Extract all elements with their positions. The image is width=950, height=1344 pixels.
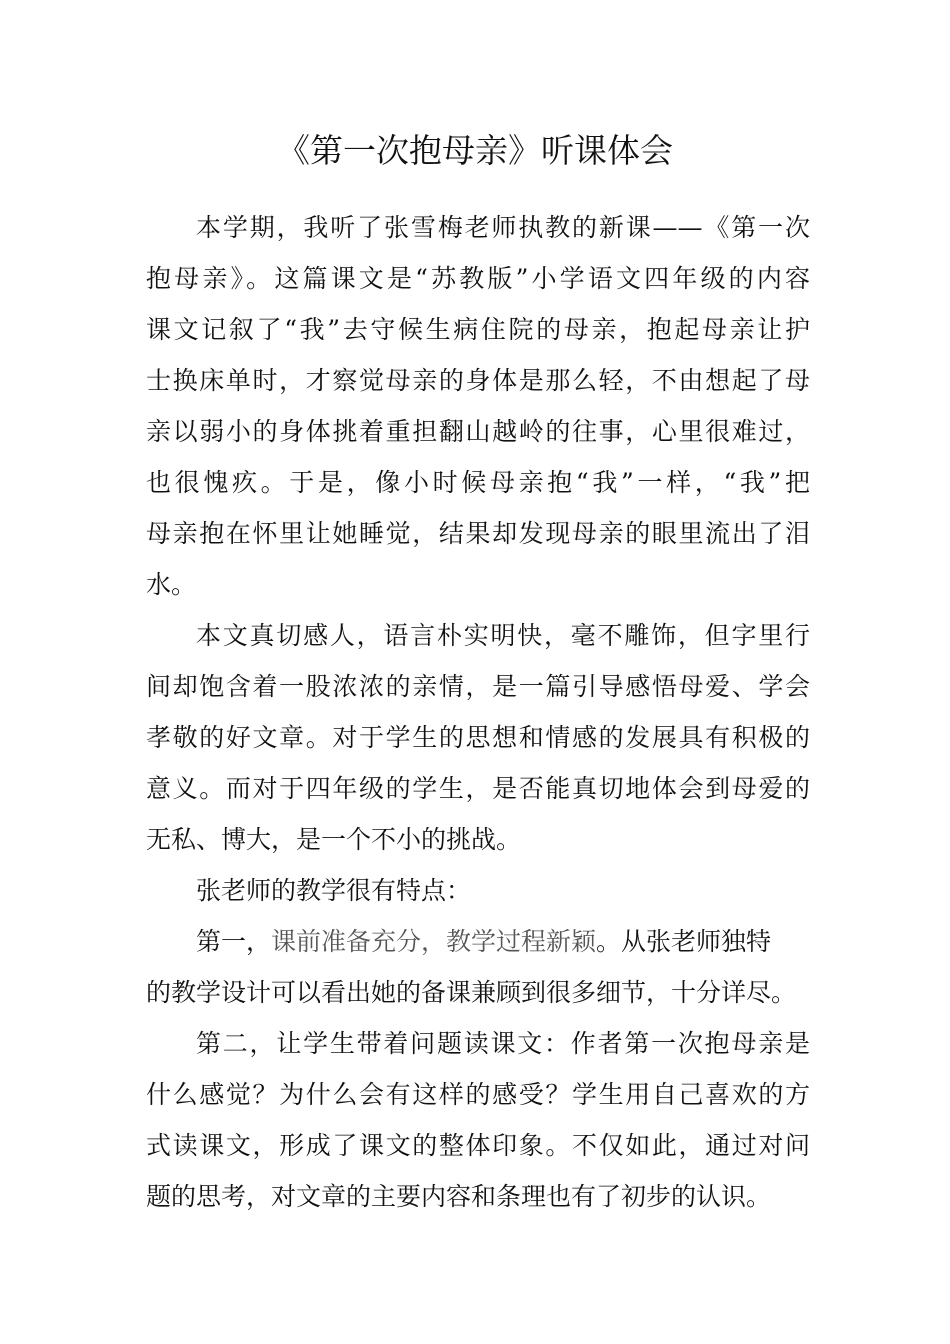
point-rest: 。从张老师独特	[596, 927, 772, 956]
text-line: 式读课文，形成了课文的整体印象。不仅如此，通过对问	[146, 1131, 810, 1160]
text-line: 意义。而对于四年级的学生，是否能真切地体会到母爱的	[146, 774, 810, 803]
text-line: 的教学设计可以看出她的备课兼顾到很多细节，十分详尽。	[146, 978, 797, 1007]
text-line: 士换床单时，才察觉母亲的身体是那么轻，不由想起了母	[146, 366, 810, 395]
text-line: 抱母亲》。这篇课文是“苏教版”小学语文四年级的内容	[146, 264, 810, 293]
text-line: 间却饱含着一股浓浓的亲情，是一篇引导感悟母爱、学会	[146, 672, 810, 701]
text-line	[146, 916, 810, 967]
text-line: 水。	[146, 570, 197, 599]
document-body	[146, 202, 810, 1222]
text-line: 课文记叙了“我”去守候生病住院的母亲，抱起母亲让护	[146, 315, 810, 344]
point-lead: 第一，	[196, 927, 272, 956]
text-line: 本学期，我听了张雪梅老师执教的新课——《第一次	[196, 213, 810, 242]
text-line: 亲以弱小的身体挑着重担翻山越岭的往事，心里很难过，	[146, 417, 810, 446]
paragraph-5	[146, 1018, 810, 1222]
text-line: 第二，让学生带着问题读课文：作者第一次抱母亲是	[196, 1029, 810, 1058]
text-line: 什么感觉？为什么会有这样的感受？学生用自己喜欢的方	[146, 1080, 810, 1109]
paragraph-3	[146, 865, 810, 916]
text-line: 孝敬的好文章。对于学生的思想和情感的发展具有积极的	[146, 723, 810, 752]
text-line: 本文真切感人，语言朴实明快，毫不雕饰，但字里行	[196, 621, 810, 650]
document-title: 《第一次抱母亲》听课体会	[277, 131, 673, 170]
text-line: 母亲抱在怀里让她睡觉，结果却发现母亲的眼里流出了泪	[146, 519, 810, 548]
text-line: 无私、博大，是一个不小的挑战。	[146, 825, 522, 854]
paragraph-4	[146, 916, 810, 1018]
text-line: 张老师的教学很有特点：	[196, 876, 472, 905]
text-line: 也很愧疚。于是，像小时候母亲抱“我”一样，“我”把	[146, 468, 810, 497]
highlighted-phrase: 课前准备充分，教学过程新颖	[271, 927, 597, 956]
paragraph-2	[146, 610, 810, 865]
text-line: 题的思考，对文章的主要内容和条理也有了初步的认识。	[146, 1182, 772, 1211]
paragraph-1	[146, 202, 810, 610]
